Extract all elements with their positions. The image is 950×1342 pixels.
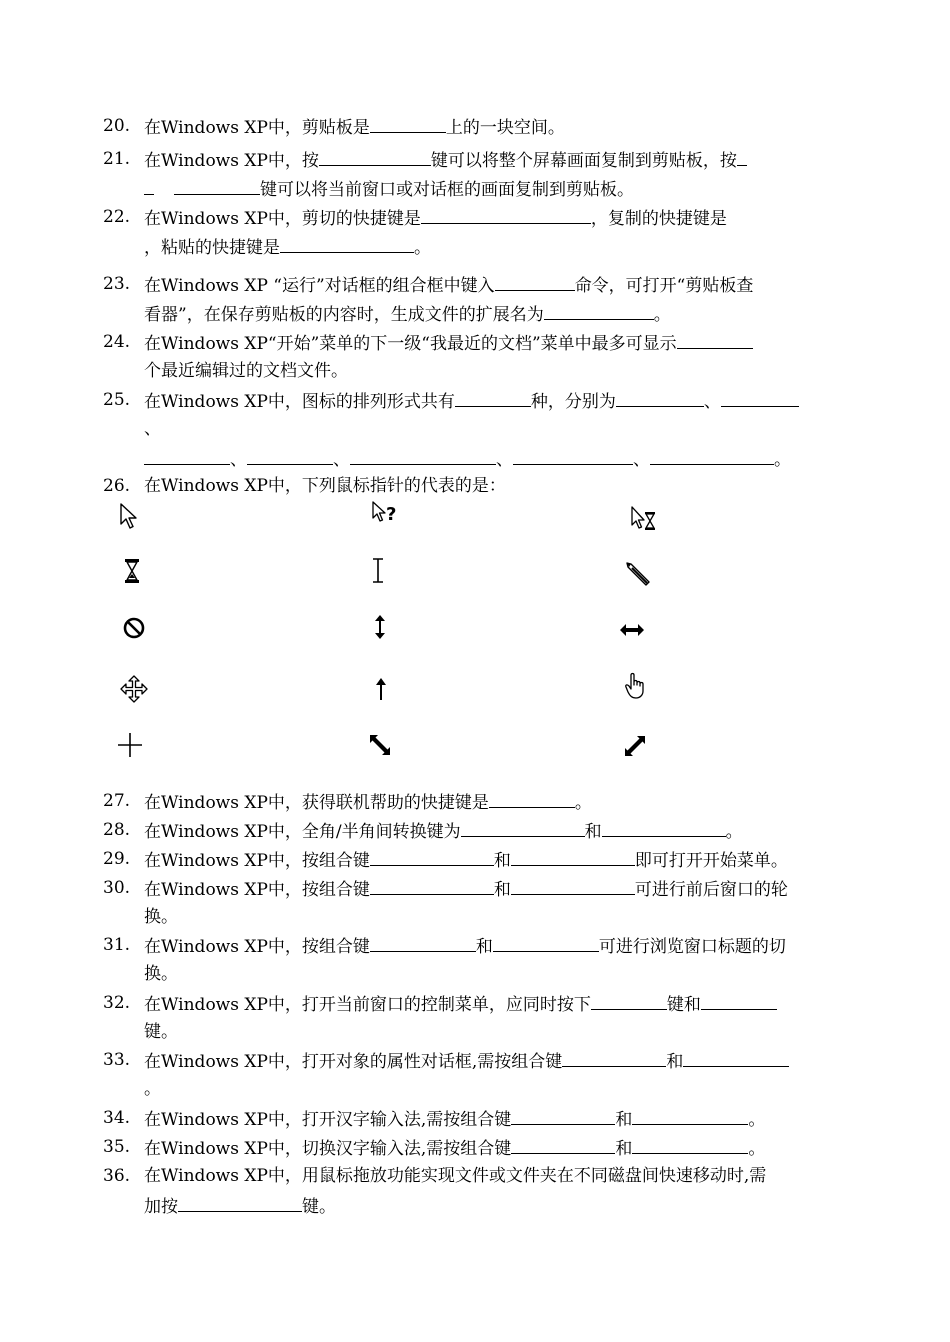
question-text: 。 <box>748 1139 766 1159</box>
question-number: 21. <box>103 149 131 169</box>
answer-blank[interactable] <box>562 1046 666 1067</box>
answer-blank[interactable] <box>602 816 726 837</box>
diagonal-resize-1-icon <box>368 733 392 757</box>
answer-blank[interactable] <box>280 232 414 253</box>
question-text: 键可以将整个屏幕画面复制到剪贴板，按 <box>430 151 737 171</box>
answer-blank[interactable] <box>489 787 575 808</box>
horizontal-resize-icon <box>618 622 646 638</box>
question-text: 在Windows XP “运行”对话框的组合框中键入 <box>144 276 495 296</box>
question-text: 、 <box>703 392 721 412</box>
question-number: 24. <box>103 332 131 352</box>
question-text: 。 <box>574 793 592 813</box>
question-text: 换。 <box>144 907 178 927</box>
answer-blank[interactable] <box>511 874 635 895</box>
question-text: 在Windows XP中，按组合键 <box>144 937 370 957</box>
answer-blank[interactable] <box>495 270 575 291</box>
question-text: 在Windows XP中，用鼠标拖放功能实现文件或文件夹在不同磁盘间快速移动时,需 <box>144 1166 767 1186</box>
answer-blank[interactable] <box>461 816 585 837</box>
question-text: 、 <box>496 450 513 470</box>
question-number: 33. <box>103 1050 131 1070</box>
question-text: 即可打开开始菜单。 <box>634 851 788 871</box>
answer-blank[interactable] <box>650 444 774 465</box>
unavailable-icon <box>122 616 146 640</box>
question-text: 在Windows XP中，图标的排列形式共有 <box>144 392 455 412</box>
answer-blank[interactable] <box>370 112 446 133</box>
help-select-icon <box>371 501 401 525</box>
question-number: 23. <box>103 274 131 294</box>
answer-blank[interactable] <box>144 444 230 465</box>
working-in-background-icon <box>630 506 658 532</box>
question-text: 在Windows XP中，切换汉字输入法,需按组合键 <box>144 1139 512 1159</box>
answer-blank[interactable] <box>701 989 777 1010</box>
answer-blank[interactable] <box>174 174 260 195</box>
question-text: 。 <box>414 238 431 258</box>
question-text: 在Windows XP中，按组合键 <box>144 880 370 900</box>
answer-blank[interactable] <box>370 931 476 952</box>
answer-blank[interactable] <box>591 989 667 1010</box>
answer-blank[interactable] <box>178 1191 302 1212</box>
vertical-resize-icon <box>373 613 387 641</box>
answer-blank[interactable] <box>144 174 154 195</box>
question-number: 30. <box>103 878 131 898</box>
question-text: 和 <box>493 851 511 871</box>
question-text: 。 <box>774 450 791 470</box>
svg-text:?: ? <box>386 504 397 525</box>
question-number: 35. <box>103 1137 131 1157</box>
arrow-pointer-icon <box>119 503 139 531</box>
question-number: 31. <box>103 935 131 955</box>
precision-crosshair-icon <box>117 732 143 758</box>
question-number: 34. <box>103 1108 131 1128</box>
answer-blank[interactable] <box>683 1046 789 1067</box>
question-number: 36. <box>103 1166 131 1186</box>
question-text: 。 <box>144 1079 161 1099</box>
answer-blank[interactable] <box>455 386 531 407</box>
answer-blank[interactable] <box>544 299 654 320</box>
alternate-select-icon <box>374 676 388 702</box>
answer-blank[interactable] <box>421 203 591 224</box>
question-text: 键和 <box>666 995 701 1015</box>
question-text: 。 <box>725 822 743 842</box>
question-text: 键。 <box>144 1022 178 1042</box>
question-text: 在Windows XP中，获得联机帮助的快捷键是 <box>144 793 489 813</box>
question-text: 。 <box>653 305 671 325</box>
question-number: 22. <box>103 207 131 227</box>
question-text: 在Windows XP中，打开汉字输入法,需按组合键 <box>144 1110 512 1130</box>
answer-blank[interactable] <box>721 386 799 407</box>
question-number: 20. <box>103 116 131 136</box>
question-text: 、 <box>333 450 350 470</box>
answer-blank[interactable] <box>513 444 633 465</box>
question-text: ，粘贴的快捷键是 <box>144 238 280 258</box>
question-text: 在Windows XP“开始”菜单的下一级“我最近的文档”菜单中最多可显示 <box>144 334 677 354</box>
question-text: 可进行前后窗口的轮 <box>634 880 788 900</box>
question-text: 、 <box>633 450 650 470</box>
answer-blank[interactable] <box>319 145 431 166</box>
answer-blank[interactable] <box>493 931 599 952</box>
question-text: 在Windows XP中，剪切的快捷键是 <box>144 209 421 229</box>
move-icon <box>120 675 148 703</box>
question-text: 换。 <box>144 964 178 984</box>
answer-blank[interactable] <box>511 1104 615 1125</box>
answer-blank[interactable] <box>370 874 494 895</box>
answer-blank[interactable] <box>247 444 333 465</box>
question-text: 和 <box>615 1110 633 1130</box>
question-text: 看器”，在保存剪贴板的内容时，生成文件的扩展名为 <box>144 305 544 325</box>
question-text: 和 <box>666 1052 684 1072</box>
text-ibeam-icon <box>370 557 386 585</box>
question-text: 和 <box>493 880 511 900</box>
question-text: 键可以将当前窗口或对话框的画面复制到剪贴板。 <box>260 180 634 200</box>
answer-blank[interactable] <box>370 845 494 866</box>
question-text: 在Windows XP中，按 <box>144 151 319 171</box>
handwriting-pen-icon <box>624 560 652 588</box>
answer-blank[interactable] <box>677 328 753 349</box>
question-text: 种，分别为 <box>530 392 616 412</box>
question-text: 个最近编辑过的文档文件。 <box>144 361 348 381</box>
question-number: 28. <box>103 820 131 840</box>
question-text: 命令，可打开“剪贴板查 <box>574 276 754 296</box>
question-text: 加按 <box>144 1197 178 1217</box>
question-text: 键。 <box>302 1197 336 1217</box>
hourglass-busy-icon <box>124 557 140 585</box>
question-text: 在Windows XP中，打开对象的属性对话框,需按组合键 <box>144 1052 563 1072</box>
question-text: 、 <box>230 450 247 470</box>
question-text: 和 <box>615 1139 633 1159</box>
answer-blank[interactable] <box>737 145 747 166</box>
question-number: 29. <box>103 849 131 869</box>
question-text: 。 <box>748 1110 766 1130</box>
answer-blank[interactable] <box>511 845 635 866</box>
diagonal-resize-2-icon <box>623 734 647 758</box>
link-select-hand-icon <box>624 672 648 700</box>
question-number: 32. <box>103 993 131 1013</box>
question-text: 和 <box>475 937 493 957</box>
question-number: 25. <box>103 390 131 410</box>
question-text: 可进行浏览窗口标题的切 <box>598 937 786 957</box>
answer-blank[interactable] <box>616 386 704 407</box>
question-text: 在Windows XP中，剪贴板是 <box>144 118 370 138</box>
question-number: 26. <box>103 476 131 496</box>
answer-blank[interactable] <box>511 1133 615 1154</box>
question-text: 和 <box>584 822 602 842</box>
answer-blank[interactable] <box>632 1104 748 1125</box>
question-text: 上的一块空间。 <box>445 118 565 138</box>
question-number: 27. <box>103 791 131 811</box>
question-text: 在Windows XP中，打开当前窗口的控制菜单，应同时按下 <box>144 995 591 1015</box>
answer-blank[interactable] <box>632 1133 748 1154</box>
question-text: 在Windows XP中，按组合键 <box>144 851 370 871</box>
question-text: 在Windows XP中，全角/半角间转换键为 <box>144 822 461 842</box>
question-text: 在Windows XP中，下列鼠标指针的代表的是： <box>144 476 506 496</box>
answer-blank[interactable] <box>350 444 496 465</box>
question-text: ，复制的快捷键是 <box>590 209 727 229</box>
question-text: 、 <box>144 419 161 439</box>
